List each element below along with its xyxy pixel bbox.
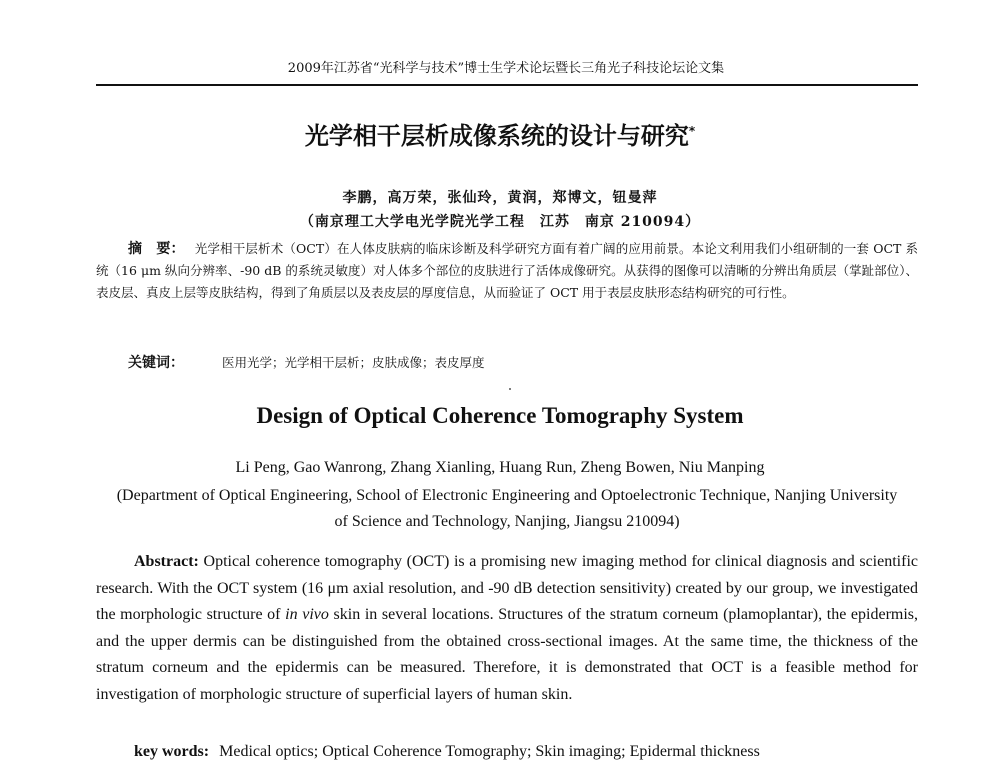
chinese-title-text: 光学相干层析成像系统的设计与研究 xyxy=(304,122,689,150)
english-keywords-label: key words: xyxy=(134,743,210,760)
scan-artifact-dot xyxy=(509,388,511,390)
chinese-keywords xyxy=(128,352,918,374)
chinese-title xyxy=(0,115,1000,152)
running-header: 2009年江苏省“光科学与技术”博士生学术论坛暨长三角光子科技论坛论文集 xyxy=(287,61,725,76)
english-title: Design of Optical Coherence Tomography System xyxy=(256,403,744,428)
chinese-abstract-label: 摘 要： xyxy=(128,241,185,257)
chinese-keywords-label: 关键词： xyxy=(128,355,184,371)
english-abstract-italic: in vivo xyxy=(285,606,329,623)
chinese-authors: 李鹏，高万荣，张仙玲，黄润，郑博文，钮曼萍 xyxy=(342,190,658,206)
english-keywords xyxy=(134,740,918,764)
english-abstract-label: Abstract: xyxy=(134,553,199,570)
english-authors: Li Peng, Gao Wanrong, Zhang Xianling, Huang Run, Zheng Bowen, Niu Manping xyxy=(235,459,765,476)
english-abstract xyxy=(96,549,918,708)
english-abstract-text-2: skin in several locations. Structures of the stratum corneum (plamoplantar), the epidermis, and the upper dermis can be distinguished from the obtained cross-sectional images. At the same time, the thickness of the stratum corneum and the epidermis can be measured. Therefore, it is demonstrated that OCT is a feasible method for investigation of morphologic structure of superficial layers of human skin. xyxy=(96,606,919,703)
chinese-keywords-text: 医用光学；光学相干层析；皮肤成像；表皮厚度 xyxy=(222,355,485,370)
english-affiliation: (Department of Optical Engineering, School of Electronic Engineering and Optoelectronic Technique, Nanjing University of Science and Technology, Nanjing, Jiangsu 210094) xyxy=(116,487,898,530)
english-keywords-text: Medical optics; Optical Coherence Tomography; Skin imaging; Epidermal thickness xyxy=(219,743,760,760)
title-footnote-mark: * xyxy=(688,124,696,138)
english-abstract-text-1: Optical coherence tomography (OCT) is a promising new imaging method for clinical diagnosis and scientific research. With the OCT system (16 μm axial resolution, and -90 dB detection sensitivity) created by our group, we investigated the morphologic structure of xyxy=(96,553,918,623)
chinese-affiliation: （南京理工大学电光学院光学工程 江苏 南京 210094） xyxy=(299,214,701,230)
chinese-abstract xyxy=(96,238,918,304)
header-rule xyxy=(96,84,918,86)
chinese-abstract-text: 光学相干层析术（OCT）在人体皮肤病的临床诊断及科学研究方面有着广阔的应用前景。本论文利用我们小组研制的一套 OCT 系统（16 μm 纵向分辨率、-90 dB 的系统灵敏度）对人体多个部位的皮肤进行了活体成像研究。从获得的图像可以清晰的分辨出角质层（掌趾部位）、表皮层、真皮上层等皮肤结构，得到了角质层以及表皮层的厚度信息，从而验证了 OCT 用于表层皮肤形态结构研究的可行性。 xyxy=(96,241,919,300)
